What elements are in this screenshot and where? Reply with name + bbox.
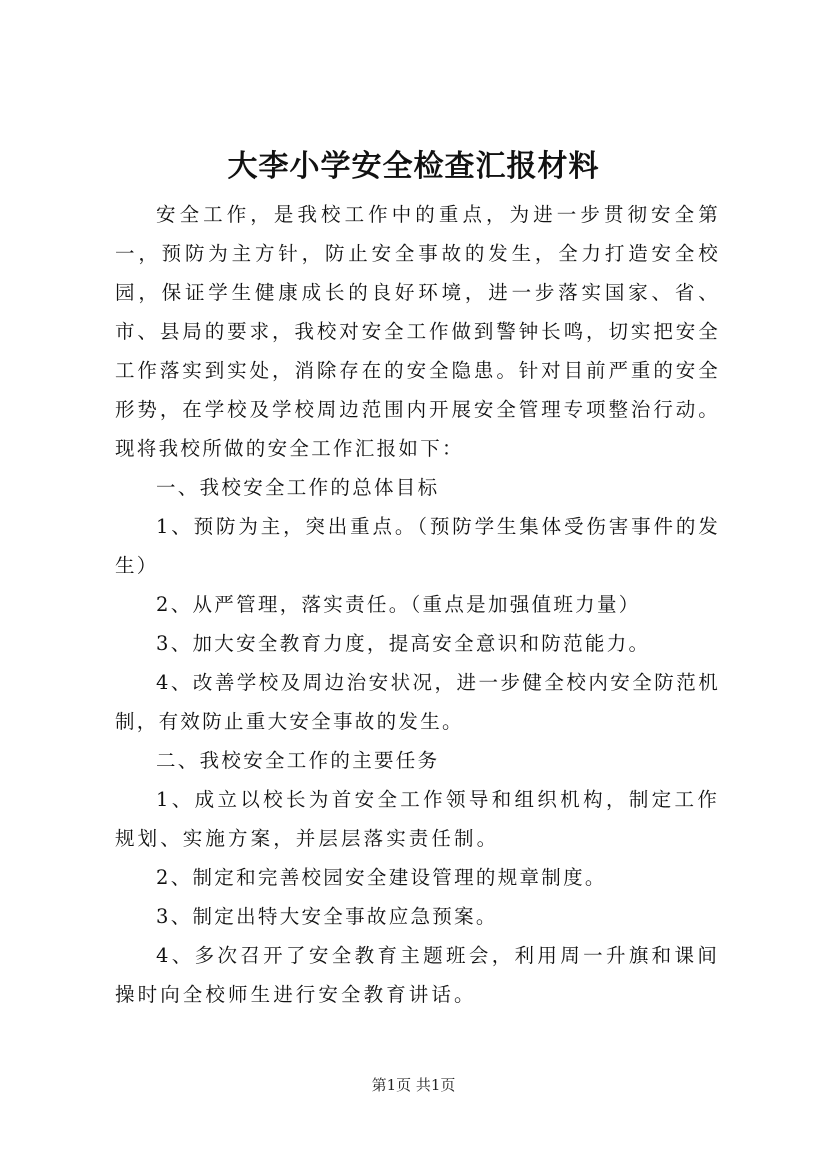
intro-paragraph: 安全工作，是我校工作中的重点，为进一步贯彻安全第一，预防为主方针，防止安全事故的发生，全力打造安全校园，保证学生健康成长的良好环境，进一步落实国家、省、市、县局的要求，我校对安全工作做到警钟长鸣，切实把安全工作落实到实处，消除存在的安全隐患。针对目前严重的安全形势，在学校及学校周边范围内开展安全管理专项整治行动。现将我校所做的安全工作汇报如下： bbox=[115, 203, 720, 460]
task-item-3: 3、制定出特大安全事故应急预案。 bbox=[156, 905, 498, 928]
goal-item-4: 4、改善学校及周边治安状况，进一步健全校内安全防范机制，有效防止重大安全事故的发生。 bbox=[115, 671, 720, 733]
task-item-1: 1、成立以校长为首安全工作领导和组织机构，制定工作规划、实施方案，并层层落实责任制。 bbox=[115, 788, 720, 850]
task-item-2: 2、制定和完善校园安全建设管理的规章制度。 bbox=[156, 866, 607, 889]
document-body bbox=[115, 195, 720, 1014]
goal-item-2: 2、从严管理，落实责任。（重点是加强值班力量） bbox=[156, 593, 641, 616]
section-heading-goals: 一、我校安全工作的总体目标 bbox=[156, 476, 440, 499]
goal-item-3: 3、加大安全教育力度，提高安全意识和防范能力。 bbox=[156, 632, 651, 655]
goal-item-1: 1、预防为主，突出重点。（预防学生集体受伤害事件的发生） bbox=[115, 515, 720, 577]
document-title: 大李小学安全检查汇报材料 bbox=[227, 149, 600, 184]
section-heading-tasks: 二、我校安全工作的主要任务 bbox=[156, 749, 440, 772]
task-item-4: 4、多次召开了安全教育主题班会，利用周一升旗和课间操时向全校师生进行安全教育讲话。 bbox=[115, 944, 720, 1006]
page-footer: 第1页 共1页 bbox=[371, 1076, 456, 1094]
